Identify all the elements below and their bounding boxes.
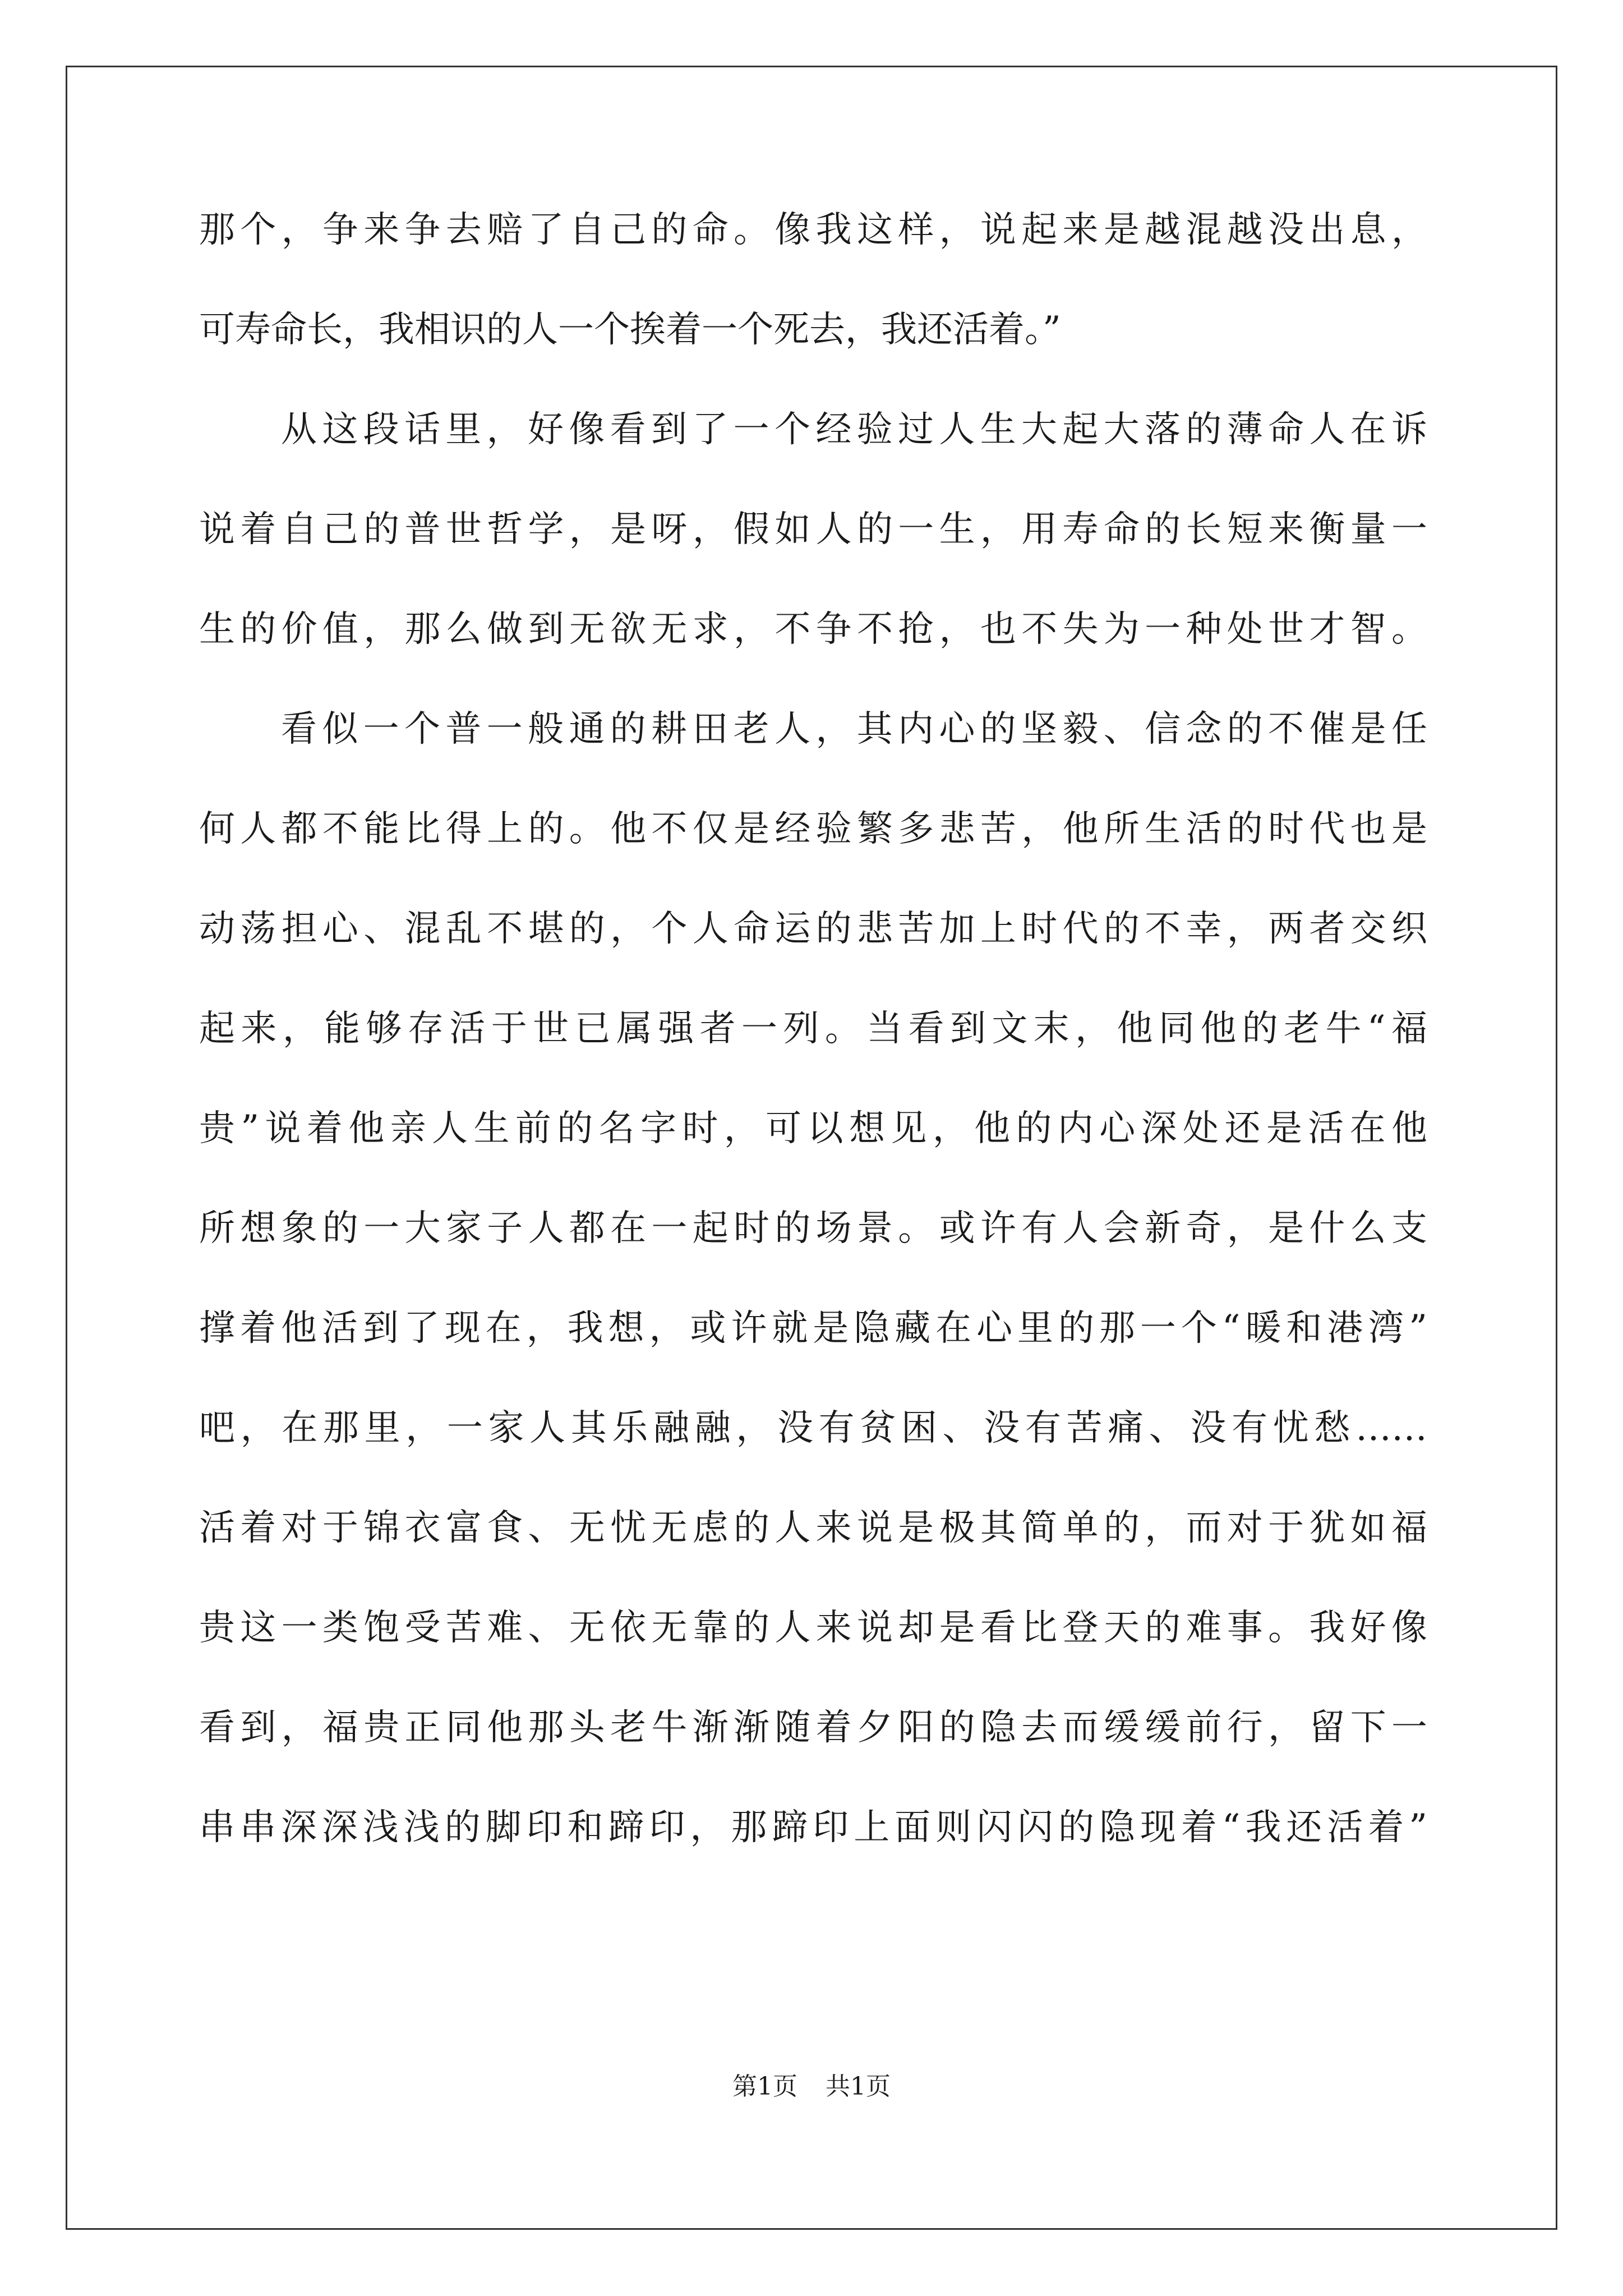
text-line: 起来，能够存活于世已属强者一列。当看到文末，他同他的老牛“福 xyxy=(199,1008,1427,1050)
text-line: 吧，在那里，一家人其乐融融，没有贫困、没有苦痛、没有忧愁…… xyxy=(199,1407,1427,1449)
text-line: 何人都不能比得上的。他不仅是经验繁多悲苦，他所生活的时代也是 xyxy=(199,808,1427,850)
text-line: 串串深深浅浅的脚印和蹄印，那蹄印上面则闪闪的隐现着“我还活着” xyxy=(199,1807,1427,1848)
text-line: 贵”说着他亲人生前的名字时，可以想见，他的内心深处还是活在他 xyxy=(199,1108,1427,1149)
text-line: 生的价值，那么做到无欲无求，不争不抢，也不失为一种处世才智。 xyxy=(199,609,1427,650)
text-line: 说着自己的普世哲学，是呀，假如人的一生，用寿命的长短来衡量一 xyxy=(199,509,1427,550)
text-line: 可寿命长，我相识的人一个挨着一个死去，我还活着。” xyxy=(199,309,1061,351)
page-footer xyxy=(0,2070,1623,2104)
text-line: 看似一个普一般通的耕田老人，其内心的坚毅、信念的不催是任 xyxy=(281,708,1427,750)
page-number: 第1页 xyxy=(732,2072,797,2101)
text-line: 那个，争来争去赔了自己的命。像我这样，说起来是越混越没出息， xyxy=(199,209,1427,251)
text-line: 活着对于锦衣富食、无忧无虑的人来说是极其简单的，而对于犹如福 xyxy=(199,1507,1427,1549)
page-total: 共1页 xyxy=(826,2072,891,2101)
text-line: 从这段话里，好像看到了一个经验过人生大起大落的薄命人在诉 xyxy=(281,409,1427,450)
text-line: 动荡担心、混乱不堪的，个人命运的悲苦加上时代的不幸，两者交织 xyxy=(199,908,1427,950)
text-line: 看到，福贵正同他那头老牛渐渐随着夕阳的隐去而缓缓前行，留下一 xyxy=(199,1707,1427,1749)
text-line: 所想象的一大家子人都在一起时的场景。或许有人会新奇，是什么支 xyxy=(199,1208,1427,1249)
text-line: 贵这一类饱受苦难、无依无靠的人来说却是看比登天的难事。我好像 xyxy=(199,1607,1427,1649)
text-line: 撑着他活到了现在，我想，或许就是隐藏在心里的那一个“暖和港湾” xyxy=(199,1308,1427,1349)
